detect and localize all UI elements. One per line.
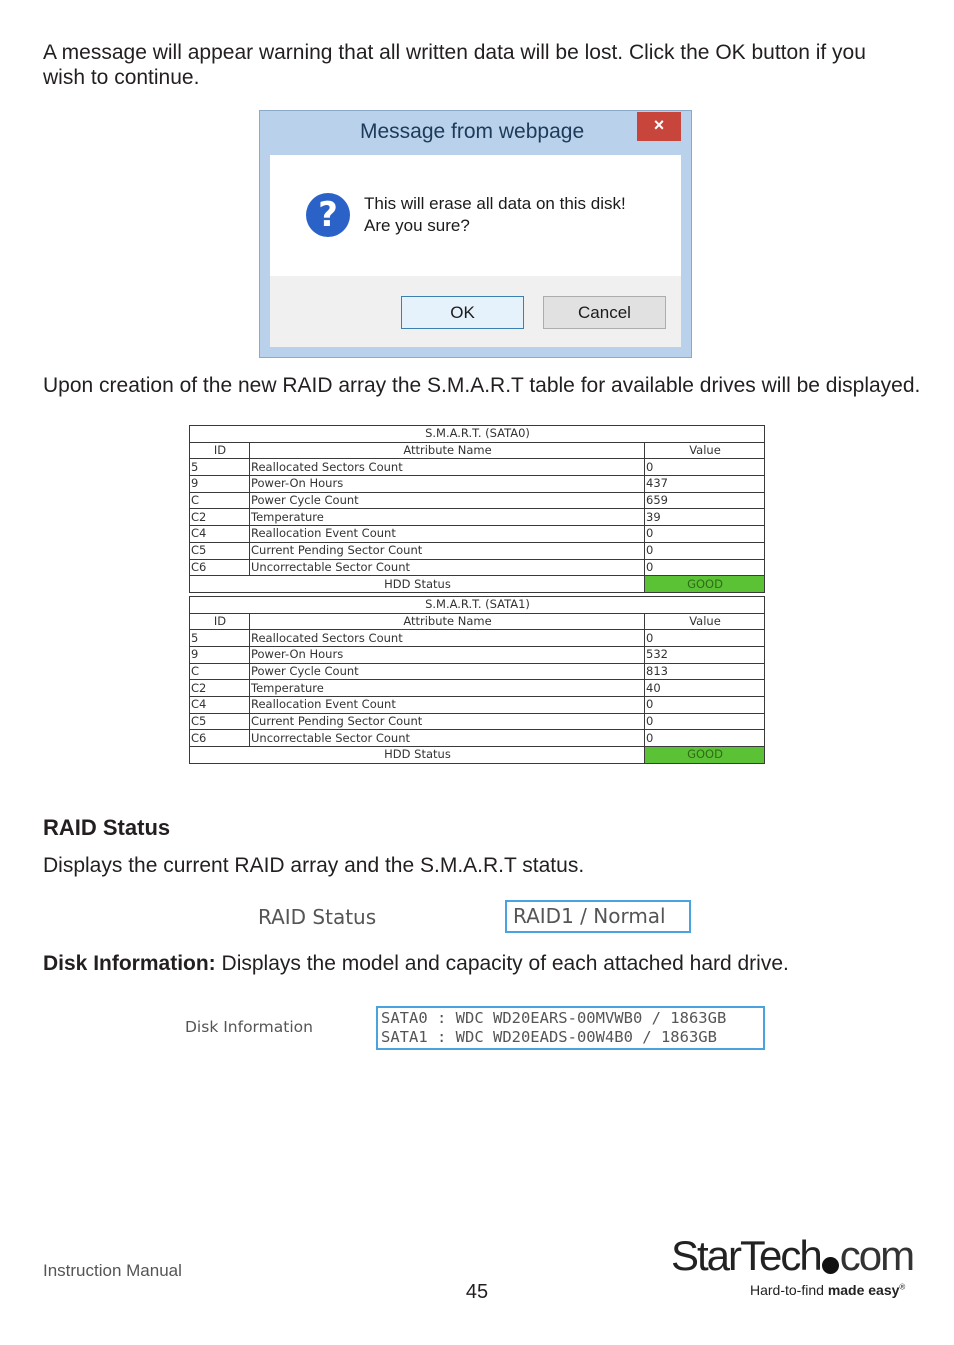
attribute-name: Power Cycle Count [250, 663, 645, 680]
smart-intro-paragraph: Upon creation of the new RAID array the S.M.A.R.T table for available drives will be displayed. [43, 374, 921, 397]
attribute-value: 0 [645, 526, 765, 543]
attribute-id: C4 [190, 526, 250, 543]
table-row [190, 713, 765, 730]
dialog-message-line2: Are you sure? [364, 216, 470, 235]
attribute-id: 5 [190, 630, 250, 647]
attribute-value: 0 [645, 697, 765, 714]
attribute-value: 813 [645, 663, 765, 680]
logo-tagline [750, 1282, 905, 1298]
attribute-id: C6 [190, 730, 250, 747]
hdd-status-label: HDD Status [190, 747, 645, 764]
hdd-status-badge: GOOD [645, 576, 765, 593]
attribute-name: Power-On Hours [250, 646, 645, 663]
tagline-bold: made easy [827, 1282, 900, 1298]
attribute-name: Power-On Hours [250, 476, 645, 493]
disk-info-line: SATA0 : WDC WD20EARS-00MVWB0 / 1863GB [381, 1009, 727, 1027]
table-row [190, 730, 765, 747]
logo-dot-icon [822, 1257, 839, 1274]
attribute-value: 0 [645, 459, 765, 476]
table-row [190, 559, 765, 576]
attribute-name: Temperature [250, 680, 645, 697]
attribute-name: Temperature [250, 509, 645, 526]
cancel-button[interactable]: Cancel [543, 296, 666, 329]
raid-status-label: RAID Status [258, 905, 377, 929]
disk-info-line: SATA1 : WDC WD20EADS-00W4B0 / 1863GB [381, 1028, 717, 1046]
dialog-body [270, 155, 681, 276]
table-row [190, 663, 765, 680]
attribute-value: 532 [645, 646, 765, 663]
attribute-value: 39 [645, 509, 765, 526]
dialog-message-line1: This will erase all data on this disk! [364, 194, 626, 213]
confirm-dialog [259, 110, 692, 358]
attribute-id: C2 [190, 680, 250, 697]
attribute-value: 0 [645, 730, 765, 747]
attribute-name: Power Cycle Count [250, 492, 645, 509]
attribute-id: C [190, 492, 250, 509]
smart-table [189, 425, 765, 764]
table-row [190, 459, 765, 476]
column-header: ID [190, 613, 250, 630]
attribute-id: C5 [190, 542, 250, 559]
attribute-name: Reallocated Sectors Count [250, 459, 645, 476]
attribute-name: Reallocation Event Count [250, 526, 645, 543]
attribute-value: 0 [645, 630, 765, 647]
attribute-name: Uncorrectable Sector Count [250, 730, 645, 747]
column-header: ID [190, 442, 250, 459]
question-icon: ? [306, 193, 350, 237]
column-header: Value [645, 613, 765, 630]
page-number: 45 [465, 1281, 489, 1303]
column-header: Value [645, 442, 765, 459]
table-row [190, 630, 765, 647]
hdd-status-label: HDD Status [190, 576, 645, 593]
attribute-id: 9 [190, 476, 250, 493]
smart-title-row [190, 426, 765, 443]
dialog-footer [270, 276, 681, 347]
table-row [190, 476, 765, 493]
attribute-value: 437 [645, 476, 765, 493]
close-icon[interactable]: × [637, 112, 681, 141]
disk-info-heading: Disk Information: [43, 952, 216, 975]
smart-table-title: S.M.A.R.T. (SATA0) [190, 426, 765, 443]
attribute-value: 0 [645, 713, 765, 730]
hdd-status-row [190, 576, 765, 593]
footer-manual-label: Instruction Manual [43, 1261, 182, 1280]
attribute-name: Reallocation Event Count [250, 697, 645, 714]
attribute-id: 9 [190, 646, 250, 663]
raid-status-description: Displays the current RAID array and the S.M.A.R.T status. [43, 854, 585, 877]
attribute-id: C5 [190, 713, 250, 730]
attribute-value: 659 [645, 492, 765, 509]
raid-status-heading: RAID Status [43, 815, 171, 840]
raid-status-field: RAID1 / Normal [505, 900, 691, 933]
tagline-text: Hard-to-find [750, 1282, 828, 1298]
table-row [190, 492, 765, 509]
table-row [190, 680, 765, 697]
startech-logo [671, 1232, 913, 1280]
disk-info-paragraph [43, 951, 923, 976]
smart-header-row [190, 613, 765, 630]
attribute-value: 0 [645, 559, 765, 576]
disk-info-description: Displays the model and capacity of each attached hard drive. [215, 952, 789, 975]
dialog-title: Message from webpage [360, 120, 585, 143]
attribute-value: 0 [645, 542, 765, 559]
attribute-name: Uncorrectable Sector Count [250, 559, 645, 576]
column-header: Attribute Name [250, 442, 645, 459]
logo-text-suffix: com [839, 1232, 914, 1279]
column-header: Attribute Name [250, 613, 645, 630]
table-row [190, 646, 765, 663]
disk-info-label: Disk Information [185, 1018, 313, 1036]
table-row [190, 542, 765, 559]
registered-mark: ® [899, 1282, 906, 1292]
attribute-id: C [190, 663, 250, 680]
attribute-value: 40 [645, 680, 765, 697]
intro-paragraph: A message will appear warning that all written data will be lost. Click the OK button if you wish to continue. [43, 41, 866, 89]
attribute-name: Current Pending Sector Count [250, 713, 645, 730]
hdd-status-row [190, 747, 765, 764]
attribute-name: Reallocated Sectors Count [250, 630, 645, 647]
attribute-id: 5 [190, 459, 250, 476]
logo-text-main: StarTech [671, 1232, 821, 1279]
smart-title-row [190, 596, 765, 613]
table-row [190, 509, 765, 526]
attribute-id: C6 [190, 559, 250, 576]
smart-table-title: S.M.A.R.T. (SATA1) [190, 596, 765, 613]
table-row [190, 697, 765, 714]
ok-button[interactable]: OK [401, 296, 524, 329]
attribute-id: C4 [190, 697, 250, 714]
disk-info-field [376, 1006, 765, 1050]
attribute-id: C2 [190, 509, 250, 526]
dialog-message [364, 193, 626, 237]
hdd-status-badge: GOOD [645, 747, 765, 764]
smart-header-row [190, 442, 765, 459]
attribute-name: Current Pending Sector Count [250, 542, 645, 559]
table-row [190, 526, 765, 543]
